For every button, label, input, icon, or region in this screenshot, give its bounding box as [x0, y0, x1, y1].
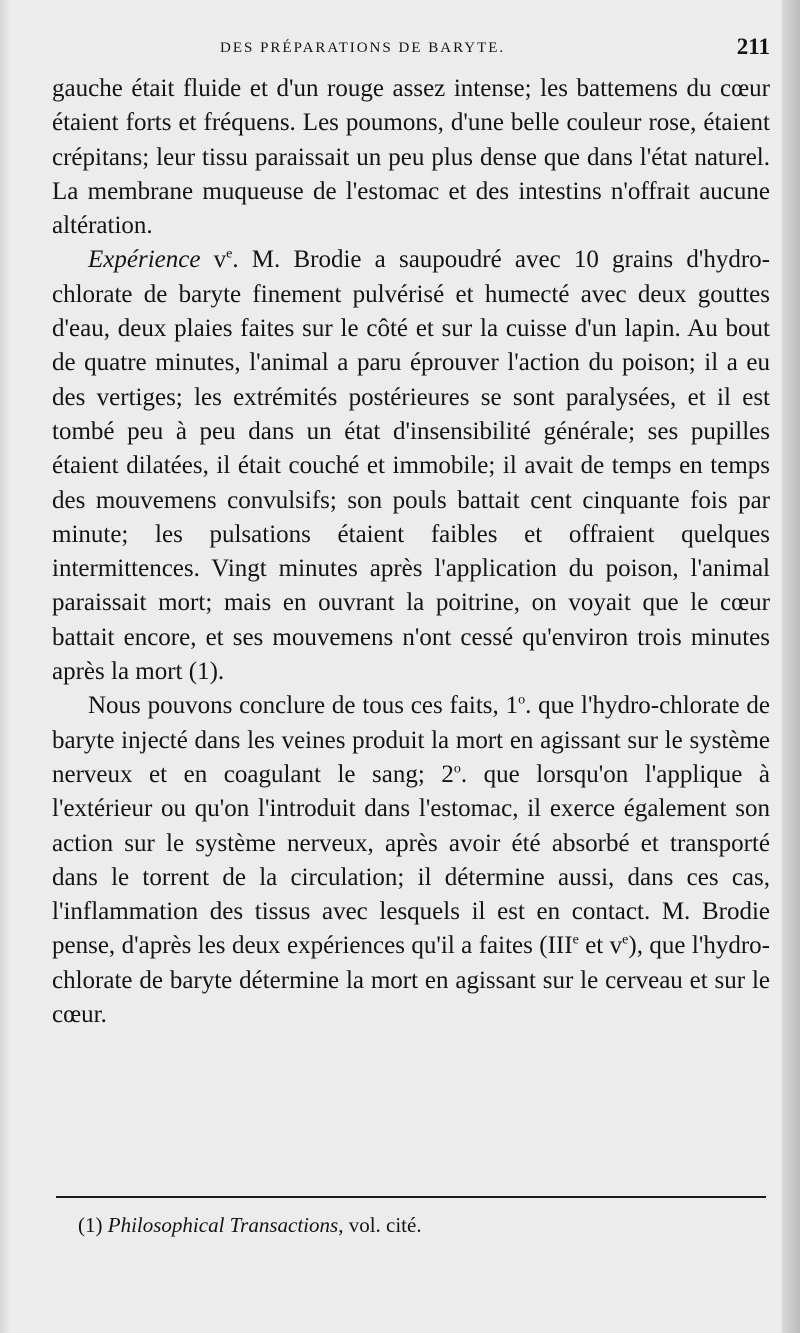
paragraph-3-part-5: ), que l'hydro-chlorate de baryte détermine la mort en agissant sur le cerveau et sur le cœur. — [52, 932, 771, 1029]
experience-number-sup: e — [226, 247, 233, 263]
footnote-title: Philosophical Transactions — [107, 1213, 339, 1237]
ordinal-2-sup: o — [453, 761, 461, 777]
footnote — [78, 1210, 758, 1240]
experience-label: Expérience — [88, 246, 201, 274]
body-text — [52, 72, 770, 1032]
paragraph-2-text: . M. Brodie a saupoudré avec 10 grains d'hydro-chlorate de baryte finement pulvérisé et humecté avec deux gouttes d'eau, deux plaies faites sur le côté et sur la cuisse d'un lapin. Au bout de quatre minutes, l'animal a paru éprouver l'action du poison; il a eu des vertiges; les extrémités postérieures se sont paralysées, et il est tombé peu à peu dans un état d'insensibilité générale; ses pupilles étaient dilatées, il était couché et immobile; il avait de temps en temps des mouvemens convulsifs; son pouls battait cent cinquante fois par minute; les pulsations étaient faibles et offraient quelques intermittences. Vingt minutes après l'application du poison, l'animal paraissait mort; mais en ouvrant la poitrine, on voyait que le cœur battait encore, et ses mouvemens n'ont cessé qu'environ trois minutes après la mort (1). — [52, 246, 770, 686]
page-header — [52, 32, 770, 66]
roman-5-sup: e — [622, 933, 629, 949]
paragraph-2 — [52, 243, 770, 689]
running-head: DES PRÉPARATIONS DE BARYTE. — [220, 40, 506, 56]
ordinal-1-sup: o — [518, 693, 526, 709]
page-left-edge — [0, 0, 10, 1333]
page-right-edge — [782, 0, 800, 1333]
footnote-marker: (1) — [78, 1213, 103, 1237]
page-number: 211 — [736, 34, 770, 59]
roman-3-sup: e — [572, 933, 579, 949]
footnote-rule — [56, 1196, 766, 1198]
paragraph-1: gauche était fluide et d'un rouge assez intense; les battemens du cœur étaient forts et fréquens. Les poumons, d'une belle couleur rose, étaient crépitans; leur tissu paraissait un peu plus dense que dans l'état naturel. La membrane muqueuse de l'estomac et des intestins n'offrait aucune altération. — [52, 75, 770, 240]
paragraph-3-part-4: et v — [578, 932, 623, 960]
paragraph-3-part-2: . que l'hydro-chlorate de baryte injecté dans les veines produit la mort en agissant sur le système nerveux et en coagulant le sang; 2 — [52, 692, 770, 788]
paragraph-3-part-3: . que lorsqu'on l'applique à l'extérieur ou qu'on l'introduit dans l'estomac, il exerce également son action sur le système nerveux, après avoir été absorbé et transporté dans le torrent de la circulation; il détermine aussi, dans ces cas, l'inflammation des tissus avec lesquels il est en contact. M. Brodie pense, d'après les deux expériences qu'il a faites (III — [52, 760, 770, 960]
footnote-rest: , vol. cité. — [338, 1213, 422, 1237]
paragraph-3-part-1: Nous pouvons conclure de tous ces faits, 1 — [88, 692, 519, 720]
experience-number: v — [213, 246, 227, 274]
paragraph-3 — [52, 689, 770, 1032]
